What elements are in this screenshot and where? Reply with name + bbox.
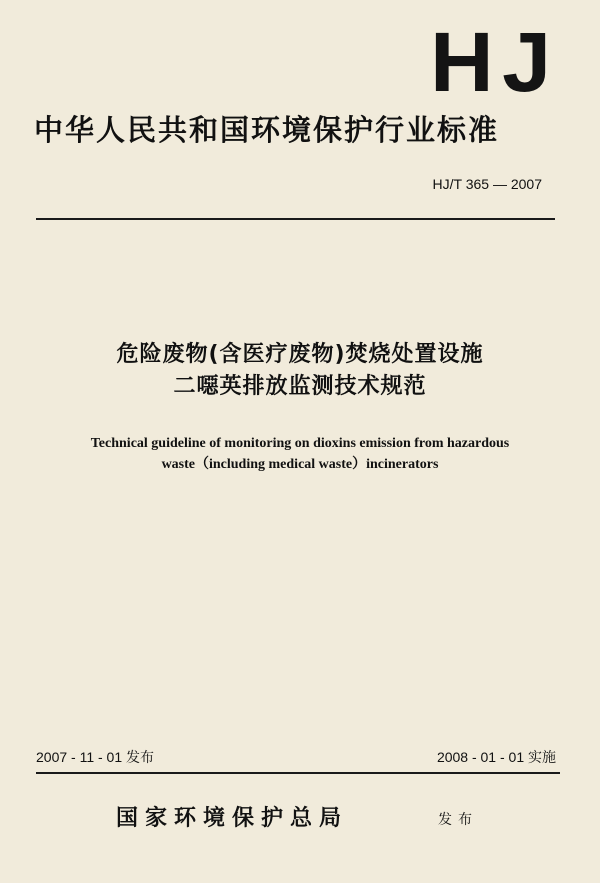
publisher-name: 国家环境保护总局: [116, 805, 349, 831]
chinese-title-line-1: 危险废物(含医疗废物)焚烧处置设施: [116, 342, 484, 367]
hj-logo: HJ: [430, 15, 560, 109]
standard-number: HJ/T 365 — 2007: [432, 176, 542, 192]
implementation-date: 2008 - 01 - 01 实施: [436, 749, 556, 765]
standard-category-title: 中华人民共和国环境保护行业标准: [34, 113, 500, 147]
bottom-divider: [36, 772, 560, 774]
top-divider: [36, 218, 555, 220]
english-title-line-2: waste（including medical waste）incinerators: [161, 457, 439, 472]
english-title-line-1: Technical guideline of monitoring on dioxins emission from hazardous: [90, 436, 510, 451]
publish-label: 发布: [438, 812, 478, 828]
chinese-title-line-2: 二噁英排放监测技术规范: [173, 374, 427, 399]
issue-date: 2007 - 11 - 01 发布: [36, 749, 155, 765]
